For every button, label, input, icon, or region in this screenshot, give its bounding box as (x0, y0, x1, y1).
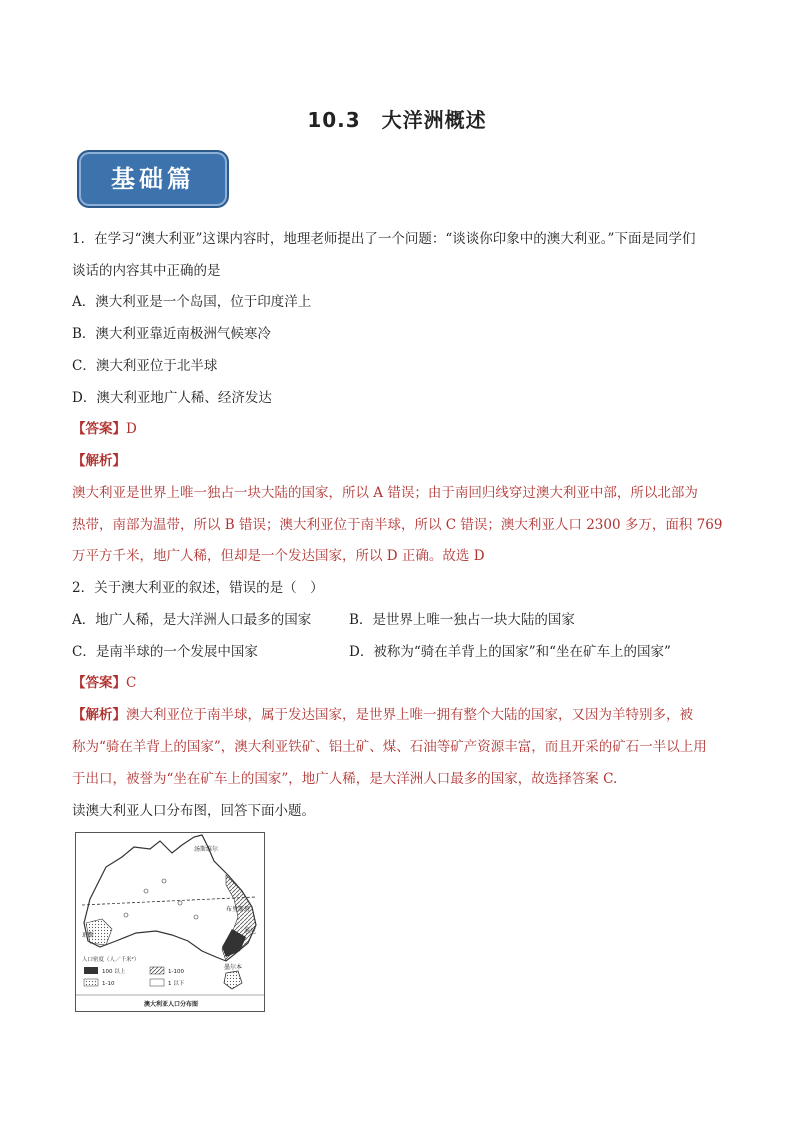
australia-map (76, 833, 264, 1011)
q2-option-a: A．地广人稀，是大洋洲人口最多的国家 (72, 612, 312, 628)
q1-analysis-line3: 万平方千米，地广人稀，但却是一个发达国家，所以 D 正确。故选 D (72, 548, 485, 564)
q2-analysis-text1: 澳大利亚位于南半球，属于发达国家，是世界上唯一拥有整个大陆的国家，又因为羊特别多，被 (126, 707, 693, 723)
legend-swatch-1-100 (150, 967, 164, 974)
city-perth: 珀斯 (82, 932, 95, 939)
q2-answer-value: C (126, 675, 137, 691)
legend-label-1-100: 1-100 (168, 969, 184, 975)
q1-stem-line1: 1．在学习“澳大利亚”这课内容时，地理老师提出了一个问题：“谈谈你印象中的澳大利亚。”下面是同学们 (72, 231, 696, 247)
q1-analysis-line1: 澳大利亚是世界上唯一独占一块大陆的国家，所以 A 错误；由于南回归线穿过澳大利亚中部，所以北部为 (72, 485, 698, 501)
legend-label-1-10: 1-10 (102, 981, 115, 987)
q2-answer (72, 673, 136, 693)
q1-answer (72, 419, 137, 439)
q2-option-d: D．被称为“骑在羊背上的国家”和“坐在矿车上的国家” (349, 644, 671, 660)
q1-option-d: D．澳大利亚地广人稀、经济发达 (72, 390, 272, 406)
section-badge-label: 基础篇 (111, 164, 195, 193)
legend-swatch-100plus (84, 967, 98, 974)
q1-analysis-line2: 热带，南部为温带，所以 B 错误；澳大利亚位于南半球，所以 C 错误；澳大利亚人口 2300 多万，面积 769 (72, 517, 723, 533)
q1-stem-line2: 谈话的内容其中正确的是 (72, 263, 221, 279)
city-melbourne: 墨尔本 (224, 964, 243, 971)
legend-label-100plus: 100 以上 (102, 969, 126, 975)
page-title: 10.3 大洋洲概述 (307, 108, 487, 132)
q2-analysis-line3: 于出口，被誉为“坐在矿车上的国家”，地广人稀，是大洋洲人口最多的国家，故选择答案 C. (72, 771, 618, 787)
q2-stem: 2．关于澳大利亚的叙述，错误的是（ ） (72, 580, 324, 596)
q1-option-a: A．澳大利亚是一个岛国，位于印度洋上 (72, 294, 312, 310)
q1-analysis-tag: 【解析】 (72, 453, 126, 469)
q3-intro: 读澳大利亚人口分布图，回答下面小题。 (72, 803, 315, 819)
q1-answer-value: D (126, 421, 137, 437)
legend-label-under1: 1 以下 (168, 981, 185, 987)
city-brisbane: 布里斯班 (226, 906, 251, 913)
q1-option-c: C．澳大利亚位于北半球 (72, 358, 218, 374)
q2-analysis-tag: 【解析】 (72, 707, 126, 723)
q2-option-b: B．是世界上唯一独占一块大陆的国家 (349, 612, 575, 628)
map-caption: 澳大利亚人口分布图 (144, 1001, 199, 1008)
city-townsville: 汤斯维尔 (194, 846, 219, 853)
legend-title: 人口密度（人／千米²） (82, 957, 140, 963)
city-sydney: 悉尼 (244, 928, 257, 935)
q2-option-c: C．是南半球的一个发展中国家 (72, 644, 258, 660)
tasmania (224, 971, 242, 989)
q2-answer-tag: 【答案】 (72, 675, 126, 691)
legend-swatch-1-10 (84, 979, 98, 986)
q1-answer-tag: 【答案】 (72, 421, 126, 437)
population-map-figure (75, 832, 265, 1012)
section-badge (77, 150, 229, 208)
q2-analysis-line2: 称为“骑在羊背上的国家”，澳大利亚铁矿、铝土矿、煤、石油等矿产资源丰富，而且开采的矿石一半以上用 (72, 739, 707, 755)
legend-swatch-under1 (150, 979, 164, 986)
q2-analysis-line1 (72, 705, 693, 725)
q1-option-b: B．澳大利亚靠近南极洲气候寒冷 (72, 326, 271, 342)
